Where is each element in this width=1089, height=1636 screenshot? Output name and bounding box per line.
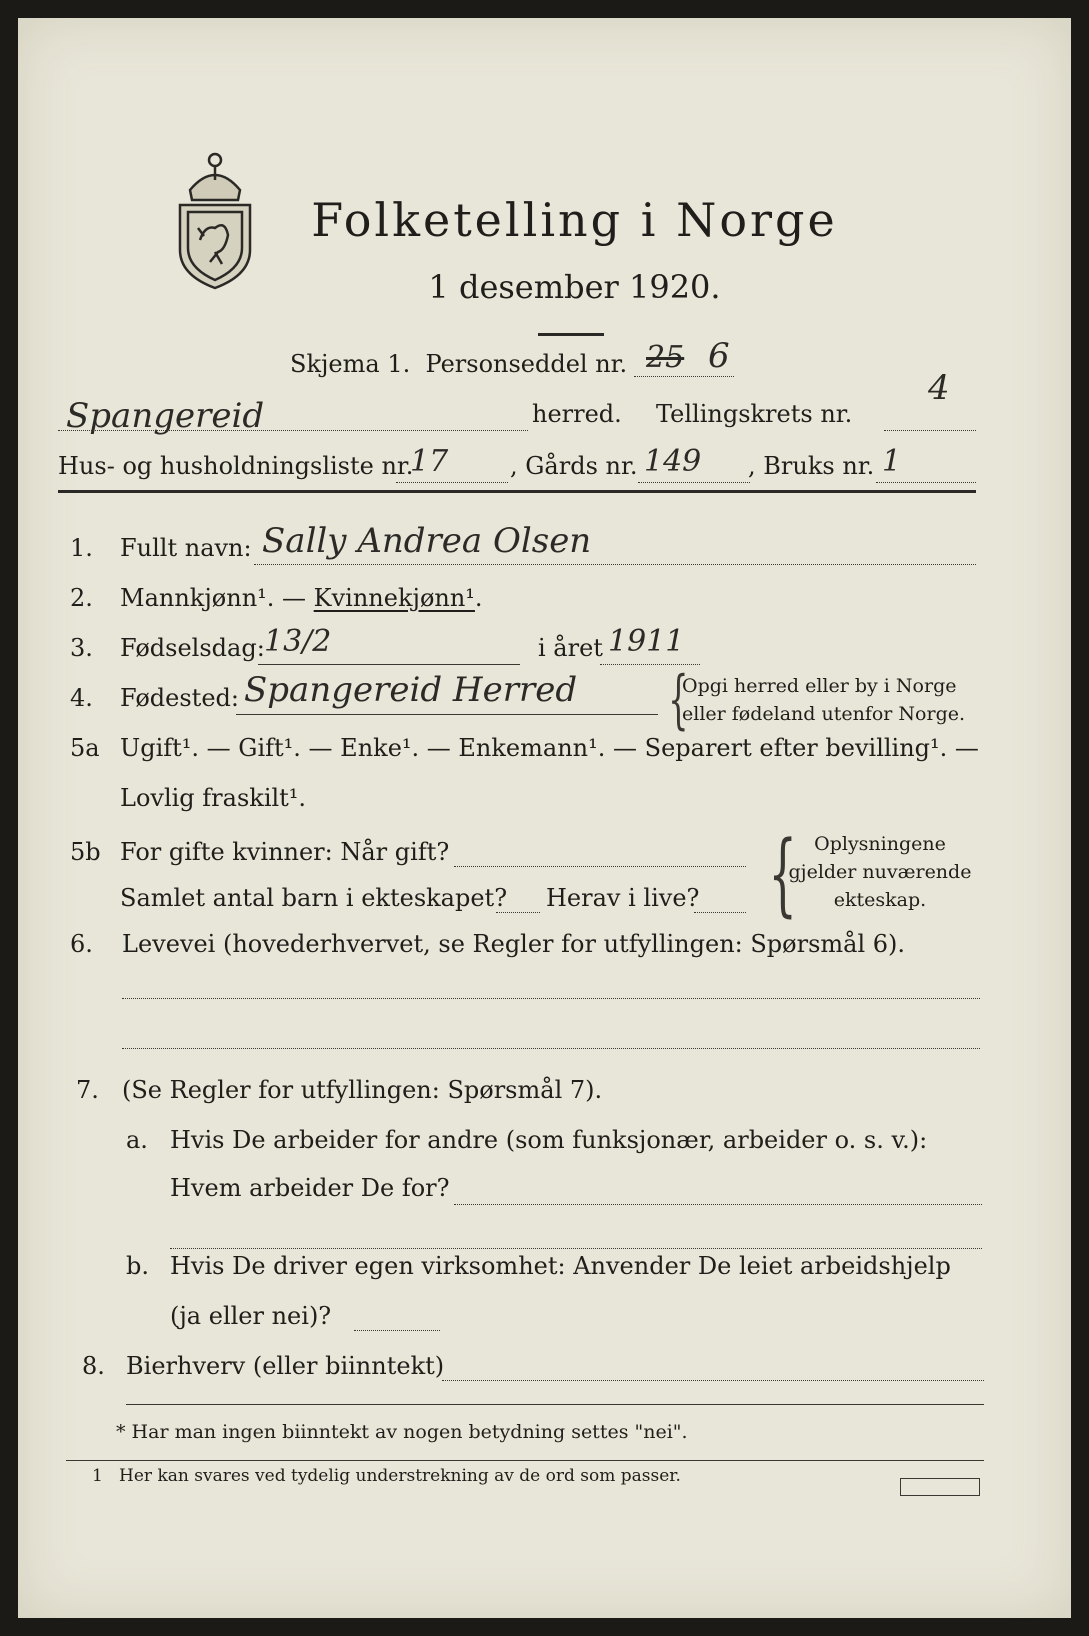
bruk-label: , Bruks nr. [748,452,875,480]
side-income-field[interactable] [442,1380,984,1381]
full-name-value[interactable]: Sally Andrea Olsen [262,521,592,561]
title-divider [538,333,604,336]
employee-question: Hvis De arbeider for andre (som funksjonær, arbeider o. s. v.): [170,1126,928,1154]
birthplace-note: Opgi herred eller by i Norge eller fødeland utenfor Norge. [682,675,966,725]
star-footnote: * Har man ingen biinntekt av nogen betydning settes "nei". [116,1421,688,1443]
birth-year-label: i året [538,634,603,662]
birth-year-value[interactable]: 1911 [608,624,685,659]
birthplace-value[interactable]: Spangereid Herred [244,670,578,710]
marital-status-options[interactable]: Ugift¹. — Gift¹. — Enke¹. — Enkemann¹. — Separert efter bevilling¹. — [120,734,979,762]
employer-label: Hvem arbeider De for? [170,1174,450,1202]
side-income-label: Bierhverv (eller biinntekt) [126,1352,445,1380]
hired-help-field[interactable] [354,1330,440,1331]
q7-label: (Se Regler for utfyllingen: Spørsmål 7). [122,1076,603,1104]
children-alive-field[interactable] [694,912,746,913]
footnote-1: 1 Her kan svares ved tydelig understrekning av de ord som passer. [92,1466,681,1486]
children-alive-label: Herav i live? [546,884,700,912]
marriage-note: Oplysningene gjelder nuværende ekteskap. [788,833,972,911]
full-name-label: Fullt navn: [120,534,252,562]
tellingskrets-label: Tellingskrets nr. [656,400,853,428]
children-total-field[interactable] [496,912,540,913]
children-total-label: Samlet antal barn i ekteskapet? [120,884,508,912]
birthdate-value[interactable]: 13/2 [264,624,332,659]
personseddel-value[interactable]: 6 [708,336,730,376]
employer-field-1[interactable] [454,1204,982,1205]
header-divider [58,490,976,493]
schema-label: Skjema 1. Personseddel nr. [290,350,628,378]
hired-help-label: (ja eller nei)? [170,1302,332,1330]
when-married-field[interactable] [454,866,746,867]
personseddel-struck-value[interactable]: 25 [646,340,685,375]
female-option-underlined[interactable]: Kvinnekjønn¹ [313,584,475,612]
herred-label: herred. [532,400,622,428]
divorced-option[interactable]: Lovlig fraskilt¹. [120,784,307,812]
occupation-label: Levevei (hovederhvervet, se Regler for utfyllingen: Spørsmål 6). [122,930,906,958]
gaard-value[interactable]: 149 [644,444,702,479]
herred-value[interactable]: Spangereid [66,396,265,436]
birthdate-label: Fødselsdag: [120,634,265,662]
household-list-label: Hus- og husholdningsliste nr. [58,452,414,480]
male-option[interactable]: Mannkjønn¹. — [120,584,307,612]
gaard-label: , Gårds nr. [510,452,638,480]
employer-field-2[interactable] [170,1248,982,1249]
bruk-value[interactable]: 1 [882,444,902,479]
form-title: Folketelling i Norge [311,193,838,247]
census-form: Folketelling i Norge 1 desember 1920. Skjema 1. Personseddel nr. 25 6 Spangereid herred. Tellingskrets nr. 4 Hus- og husholdningsliste nr. 17 , Gårds nr. 149 , Bruks nr. 1 1. Fullt navn: Sally Andrea Olsen 2. Mannkjønn¹. — Kvinnekjønn¹. 3. Fødselsdag: 13/2 i året 1911 4. Fødested: Spangereid Herred { Opgi herred eller by i Norge eller fødeland utenfor Norge. 5a Ugift¹. — Gift¹. — Enke¹. — Enkemann¹. — Separert efter bevilling¹. — Lovlig fraskilt¹. 5b For gifte kvinner: Når gift? Samlet antal barn i ekteskapet? Herav i live? { Oplysningene gjelder nuværende ekteskap. 6. Levevei (hovederhvervet, se Regler for utfyllingen: Spørsmål 6). 7. (Se Regler for utfyllingen: Spørsmål 7). a. Hvis De arbeider for andre (som funksjonær, arbeider o. s. v.): Hvem arbeider De for? b. Hvis De driver egen virksomhet: Anvender De leiet arbeidshjelp (ja eller nei)? 8. Bierhverv (eller biinntekt) * Har man ingen biinntekt av nogen betydning settes "nei". 1 Her kan svares ved tydelig understrekning av de ord som passer. [18,18,1071,1618]
occupation-field-1[interactable] [122,998,980,999]
sex-options: Mannkjønn¹. — Kvinnekjønn¹. [120,584,483,612]
occupation-field-2[interactable] [122,1048,980,1049]
when-married-label: For gifte kvinner: Når gift? [120,838,450,866]
birthplace-label: Fødested: [120,684,239,712]
census-date: 1 desember 1920. [428,268,721,306]
printer-stamp [900,1478,980,1496]
household-list-value[interactable]: 17 [410,444,449,479]
tellingskrets-value[interactable]: 4 [928,368,950,408]
self-employed-question: Hvis De driver egen virksomhet: Anvender De leiet arbeidshjelp [170,1252,951,1280]
